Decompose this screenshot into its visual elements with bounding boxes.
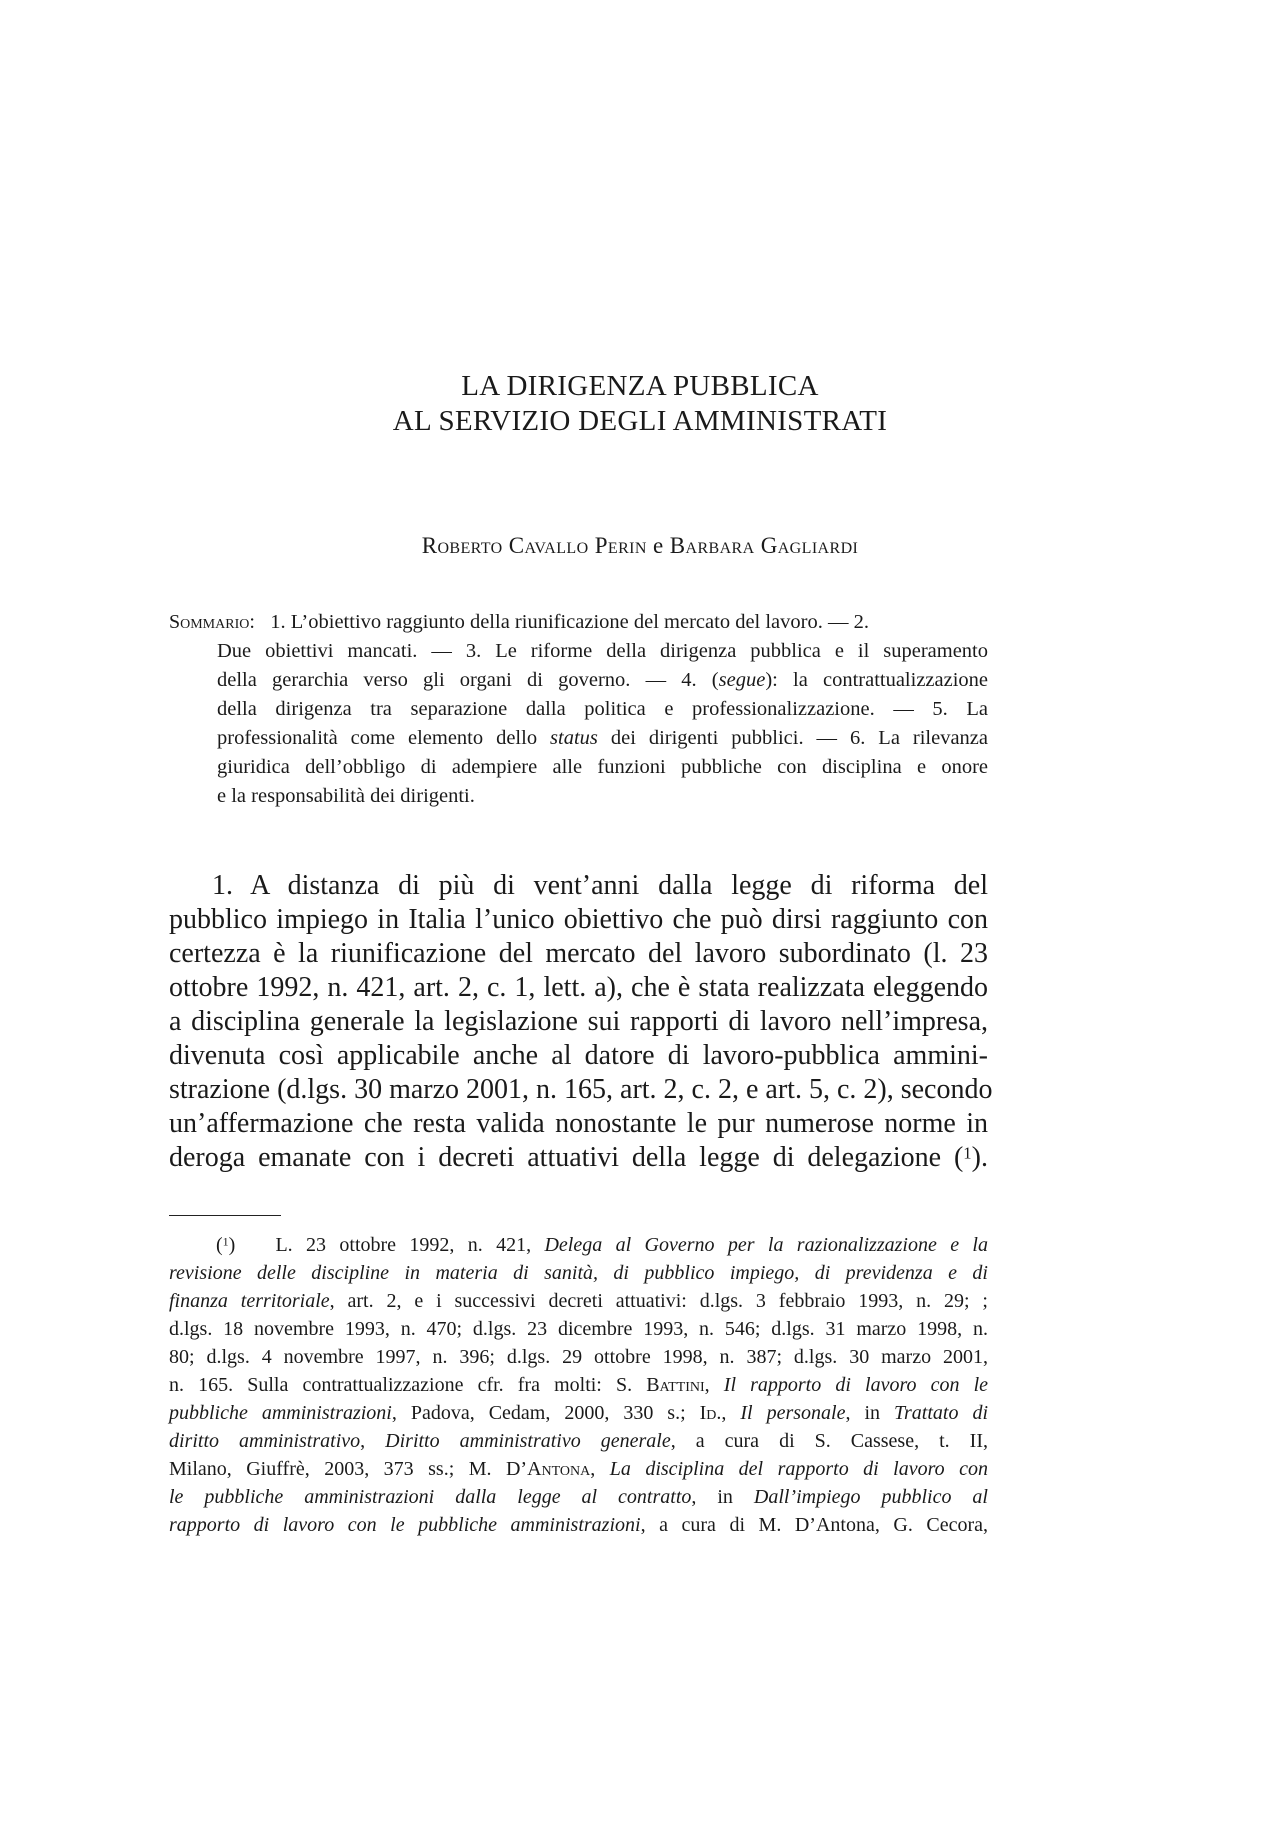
footnote-italic: pubbliche amministrazioni [169,1402,392,1424]
footnote-line [169,1402,988,1425]
footnote-text: , a cura di M. D’Antona, G. Cecora, [640,1514,988,1536]
footnote-italic: Delega al Governo per la razionalizzazione e la [544,1234,988,1256]
body-text: deroga emanate con i decreti attuativi della legge di delegazione ( [169,1142,964,1173]
footnote-text: , in [691,1486,754,1508]
footnote-italic: finanza territoriale [169,1290,330,1312]
footnote-text: n. 165. Sulla contrattualizzazione cfr. fra molti: S. [169,1374,647,1396]
footnote-line [169,1458,988,1481]
footnote-italic: Trattato di [894,1402,989,1424]
summary-italic: status [550,727,598,749]
summary-text: ): la contrattualizzazione [765,669,989,691]
footnote-line [169,1430,988,1453]
footnote-text: Milano, Giuffrè, 2003, 373 ss.; M. D’ [169,1458,528,1480]
summary-text: della gerarchia verso gli organi di governo. — 4. ( [217,669,719,691]
body-line: 1. A distanza di più di vent’anni dalla legge di riforma del [212,870,988,901]
footnote-text: , in [845,1402,894,1424]
footnote-line: revisione delle discipline in materia di sanità, di pubblico impiego, di previdenza e di [169,1262,988,1284]
footnote-text: , [704,1374,724,1396]
body-line: pubblico impiego in Italia l’unico obiettivo che può dirsi raggiunto con [169,904,988,935]
summary-text: dei dirigenti pubblici. — 6. La rilevanza [597,727,988,749]
summary-label: Sommario: [169,611,255,633]
footnote-text: L. 23 ottobre 1992, n. 421, [275,1234,545,1256]
authors [0,533,1280,559]
summary-text: 1. L’obiettivo raggiunto della riunificazione del mercato del lavoro. — 2. [270,611,869,633]
footnote-line [169,1374,988,1397]
footnote-text: , [590,1458,610,1480]
body-line: a disciplina generale la legislazione sui rapporti di lavoro nell’impresa, [169,1006,988,1037]
summary-line-5 [217,726,988,750]
summary-line-1 [169,610,869,634]
footnote-line [216,1234,988,1257]
author-1: Roberto Cavallo Perin [421,533,647,558]
footnote-text: , [721,1402,741,1424]
body-line: ottobre 1992, n. 421, art. 2, c. 1, lett. a), che è stata realizzata eleggendo [169,972,988,1003]
body-line: divenuta così applicabile anche al datore di lavoro-pubblica ammini- [169,1040,988,1071]
summary-line-7: e la responsabilità dei dirigenti. [217,785,475,807]
footnote-text: , Padova, Cedam, 2000, 330 s.; [391,1402,700,1424]
footnote-line: 80; d.lgs. 4 novembre 1997, n. 396; d.lgs. 29 ottobre 1998, n. 387; d.lgs. 30 marzo 2001, [169,1346,988,1368]
article-title-line-2: AL SERVIZIO DEGLI AMMINISTRATI [392,405,888,437]
summary-line-3 [217,668,988,692]
footnote-ref[interactable]: 1 [963,1143,972,1163]
summary-line-6: giuridica dell’obbligo di adempiere alle funzioni pubbliche con disciplina e onore [217,756,988,778]
footnote-italic: rapporto di lavoro con le pubbliche amministrazioni [169,1514,641,1536]
footnote-smallcaps: Battini [646,1374,705,1396]
footnote-italic: Diritto amministrativo generale [385,1430,671,1452]
footnote-smallcaps: Id. [699,1402,722,1424]
summary-text: professionalità come elemento dello [217,727,551,749]
footnote-line [169,1290,988,1313]
footnote-mark: ($^1$) [216,1234,236,1256]
body-line: strazione (d.lgs. 30 marzo 2001, n. 165, art. 2, c. 2, e art. 5, c. 2), secondo [169,1074,993,1105]
author-2: Barbara Gagliardi [669,533,859,558]
summary-line-4: della dirigenza tra separazione dalla politica e professionalizzazione. — 5. La [217,698,988,720]
summary-italic: segue [718,669,766,691]
body-line [169,1142,988,1174]
footnote-italic: La disciplina del rapporto di lavoro con [609,1458,988,1480]
footnote-italic: le pubbliche amministrazioni dalla legge al contratto [169,1486,692,1508]
footnote-text: , a cura di S. Cassese, t. II, [670,1430,989,1452]
footnote-line: d.lgs. 18 novembre 1993, n. 470; d.lgs. 23 dicembre 1993, n. 546; d.lgs. 31 marzo 1998, n. [169,1318,988,1340]
article-title-line-1: LA DIRIGENZA PUBBLICA [461,370,819,402]
footnote-italic: Il rapporto di lavoro con le [723,1374,989,1396]
footnote-line [169,1486,988,1509]
footnote-text: , [360,1430,386,1452]
footnote-italic: diritto amministrativo [169,1430,361,1452]
body-line: certezza è la riunificazione del mercato del lavoro subordinato (l. 23 [169,938,988,969]
summary-line-2: Due obiettivi mancati. — 3. Le riforme della dirigenza pubblica e il superamento [217,640,988,662]
body-text: ). [971,1142,988,1173]
authors-conjunction: e [646,533,670,558]
footnote-line [169,1514,988,1537]
footnote-divider [169,1215,281,1216]
footnote-italic: Il personale [740,1402,846,1424]
footnote-text: , art. 2, e i successivi decreti attuativi: d.lgs. 3 febbraio 1993, n. 29; ; [329,1290,988,1312]
footnote-smallcaps: Antona [527,1458,591,1480]
body-line: un’affermazione che resta valida nonostante le pur numerose norme in [169,1108,988,1139]
footnote-italic: Dall’impiego pubblico al [753,1486,988,1508]
